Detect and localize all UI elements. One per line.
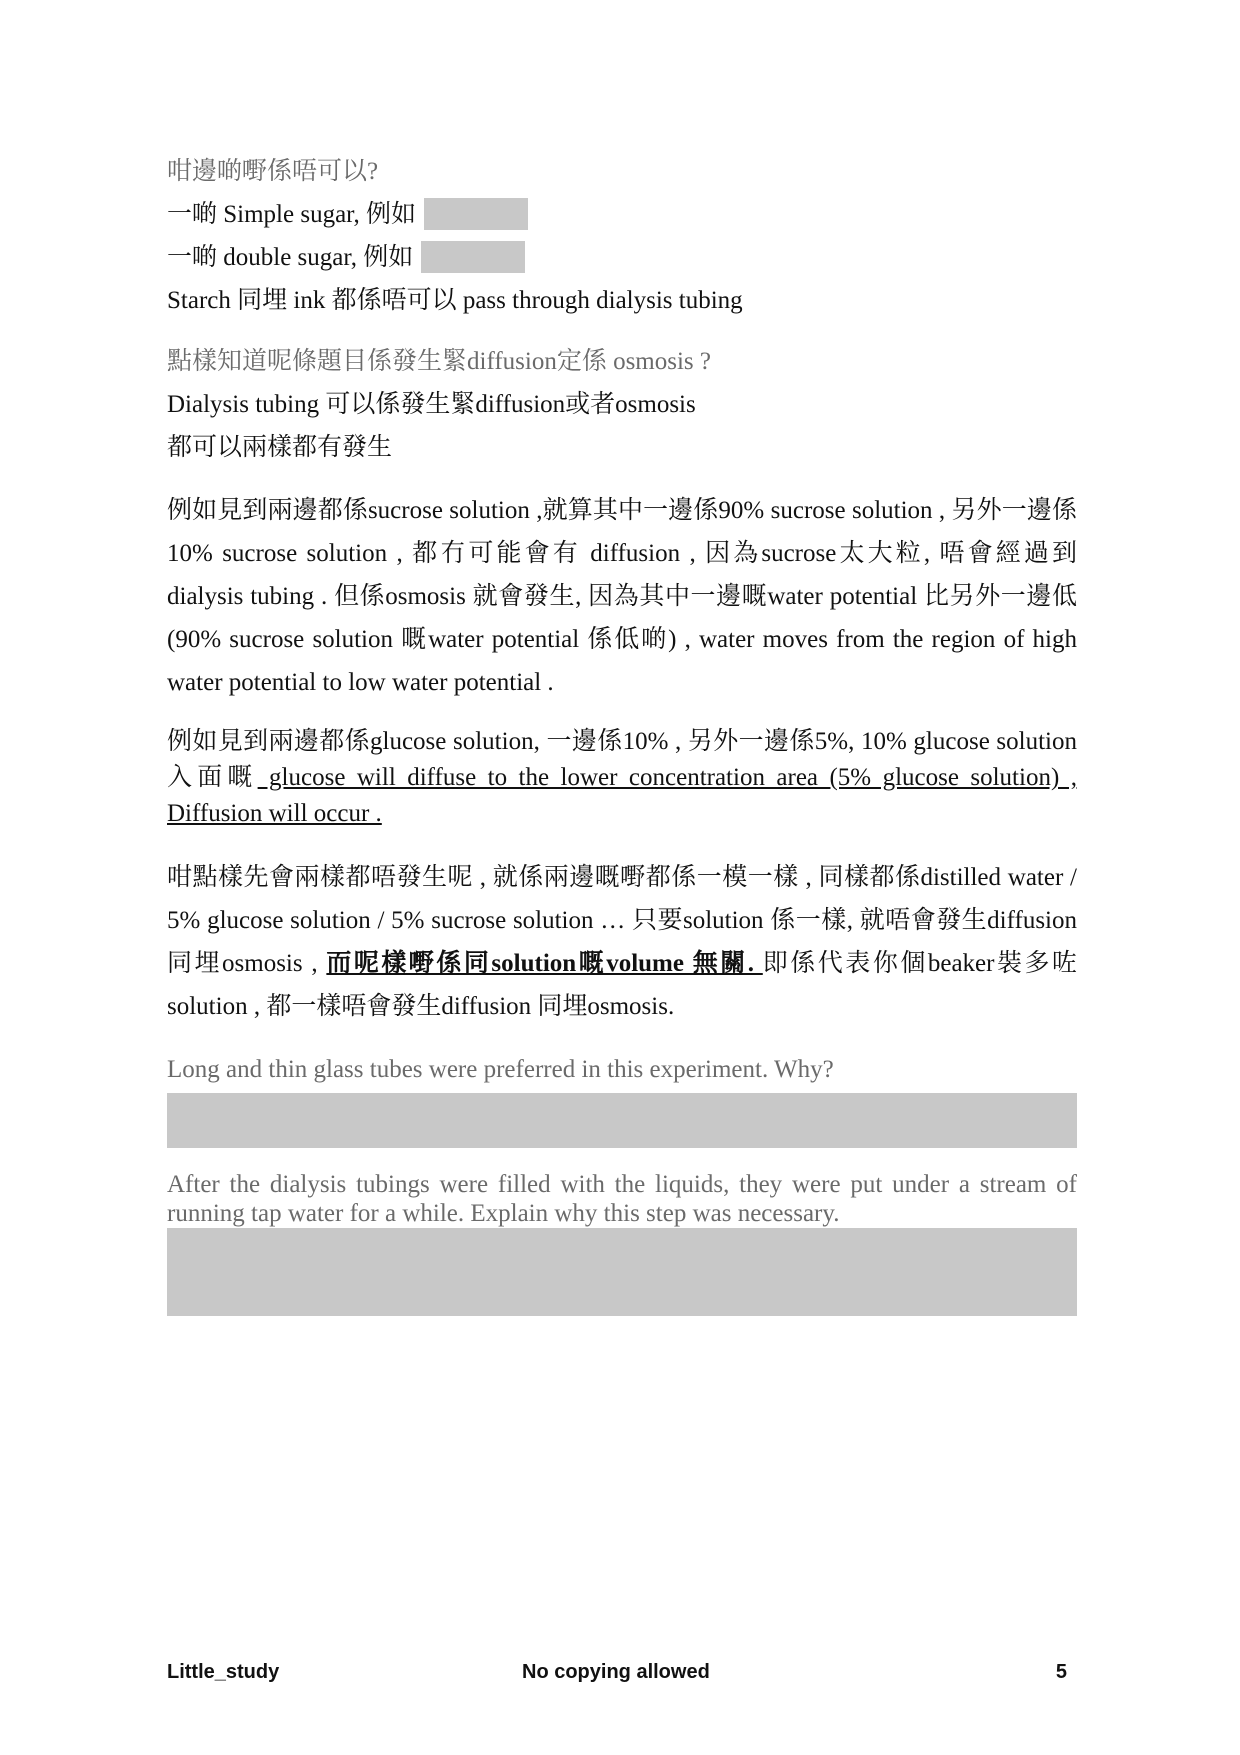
redacted-answer-box (424, 198, 528, 230)
footer-notice: No copying allowed (522, 1661, 710, 1683)
glucose-text: 例如見到兩邊都係glucose solution, 一邊係10% , 另外一邊係5%, 10% glucose solution 入面嘅 (167, 728, 1077, 791)
paragraph-no-diffusion (167, 856, 1077, 1028)
page-footer (167, 1661, 1077, 1689)
answer-line: Dialysis tubing 可以係發生緊diffusion或者osmosis (167, 391, 696, 418)
page-number: 5 (1055, 1661, 1067, 1683)
redacted-answer-box (167, 1228, 1077, 1316)
volume-emphasis-text: 而呢樣嘢係同solution嘅volume 無關. (326, 950, 763, 977)
section-not-passable (167, 150, 1077, 322)
question-glass-tubes: Long and thin glass tubes were preferred in this experiment. Why? (167, 1056, 834, 1083)
document-page (167, 150, 1077, 1316)
starch-ink-line: Starch 同埋 ink 都係唔可以 pass through dialysis tubing (167, 287, 743, 314)
no-diffusion-text-continued: 即係代表你個beaker裝多咗solution , 都一樣唔會發生diffusion 同埋osmosis. (167, 950, 1077, 1020)
paragraph-sucrose-example: 例如見到兩邊都係sucrose solution ,就算其中一邊係90% sucrose solution , 另外一邊係 10% sucrose solution , 都冇可能會有 diffusion , 因為sucrose太大粒, 唔會經過到dialysis tubing . 但係osmosis 就會發生, 因為其中一邊嘅water potential 比另外一邊低(90% sucrose solution 嘅water potential 係低啲) , water moves from the region of high water potential to low water potential . (167, 497, 1077, 696)
glucose-underlined-text: glucose will diffuse to the lower concentration area (5% glucose solution) , Diffusion will occur . (167, 764, 1077, 827)
double-sugar-text: 一啲 double sugar, 例如 (167, 244, 414, 271)
double-sugar-line (167, 236, 1077, 279)
question-tap-water: After the dialysis tubings were filled with the liquids, they were put under a stream of running tap water for a while. Explain why this step was necessary. (167, 1171, 1077, 1227)
redacted-answer-box (167, 1093, 1077, 1148)
simple-sugar-text: 一啲 Simple sugar, 例如 (167, 201, 416, 228)
section-diffusion-or-osmosis (167, 340, 1077, 469)
answer-line: 都可以兩樣都有發生 (167, 434, 393, 461)
paragraph-glucose-example (167, 724, 1077, 832)
question-heading: 點樣知道呢條題目係發生緊diffusion定係 osmosis ? (167, 348, 711, 375)
redacted-answer-box (421, 241, 525, 273)
footer-brand: Little_study (167, 1661, 280, 1683)
no-diffusion-text: 咁點樣先會兩樣都唔發生呢 , 就係兩邊嘅嘢都係一模一樣 , 同樣都係distilled water / 5% glucose solution / 5% sucrose solution … 只要solution 係一樣, 就唔會發生diffusion 同埋osmosis , (167, 864, 1077, 977)
question-heading: 咁邊啲嘢係唔可以? (167, 158, 379, 185)
simple-sugar-line (167, 193, 1077, 236)
